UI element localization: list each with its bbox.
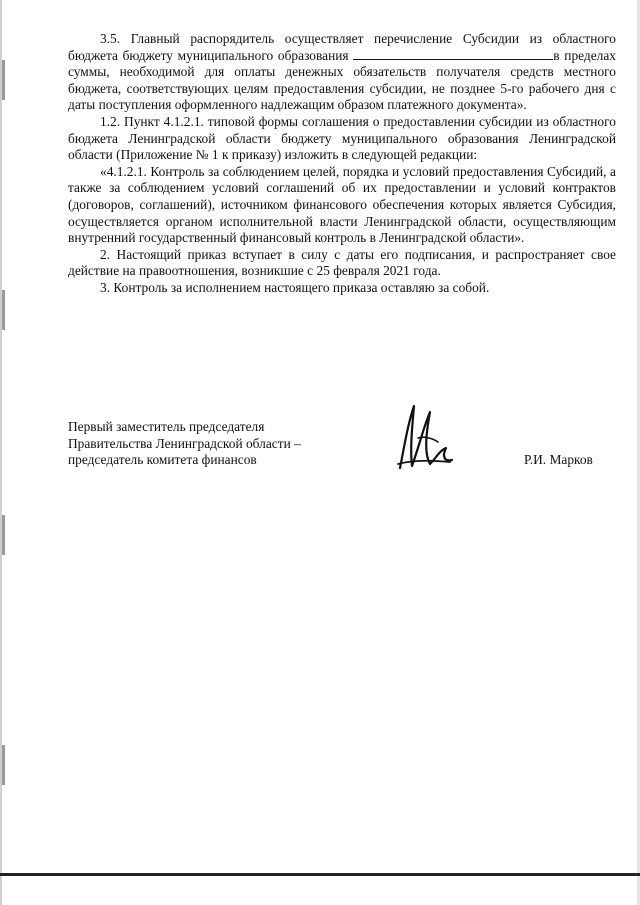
paragraph-2: 2. Настоящий приказ вступает в силу с даты его подписания, и распространяет свое действие на правоотношения, возникшие с 25 февраля 2021 года.	[68, 246, 616, 279]
scan-artifact	[2, 290, 5, 330]
document-body	[68, 31, 616, 297]
scan-artifact	[2, 745, 5, 785]
paragraph-1-2: 1.2. Пункт 4.1.2.1. типовой формы соглашения о предоставлении субсидии из областного бюджета Ленинградской области бюджету муниципального образования Ленинградской области (Приложение № 1 к приказу) изложить в следующей редакции:	[68, 113, 616, 163]
paragraph-3-5-start: 3.5. Главный распорядитель осуществляет перечисление Субсидии из областного бюджета бюджету муниципального образования	[68, 31, 616, 63]
signatory-title	[68, 419, 368, 469]
signatory-title-line-3: председатель комитета финансов	[68, 452, 257, 468]
paragraph-3: 3. Контроль за исполнением настоящего приказа оставляю за собой.	[100, 279, 490, 295]
scan-artifact	[2, 515, 5, 555]
signatory-name: Р.И. Марков	[524, 452, 593, 467]
signatory-title-line-1: Первый заместитель председателя	[68, 419, 265, 434]
paragraph-3-5	[68, 31, 616, 114]
scan-artifact	[2, 60, 5, 100]
paragraph-3-5-end: в пределах суммы, необходимой для оплаты денежных обязательств получателя средств местного бюджета, соответствующих целям предоставления субсидии, не позднее 5-го рабочего дня с даты поступления оформленного надлежащим образом платежного документа».	[68, 47, 616, 113]
paragraph-4-1-2-1: «4.1.2.1. Контроль за соблюдением целей, порядка и условий предоставления Субсидий, а также за соблюдением условий соглашений об их предоставлении и условий контрактов (договоров, соглашений), источником финансового обеспечения которых является Субсидия, осуществляется органом исполнительной власти Ленинградской области, осуществляющим внутренний государственный финансовый контроль в Ленинградской области».	[68, 163, 616, 246]
signatory-title-line-2: Правительства Ленинградской области –	[68, 435, 301, 451]
handwritten-signature	[390, 398, 460, 478]
blank-line	[353, 48, 553, 60]
page-bottom-edge	[0, 873, 640, 876]
